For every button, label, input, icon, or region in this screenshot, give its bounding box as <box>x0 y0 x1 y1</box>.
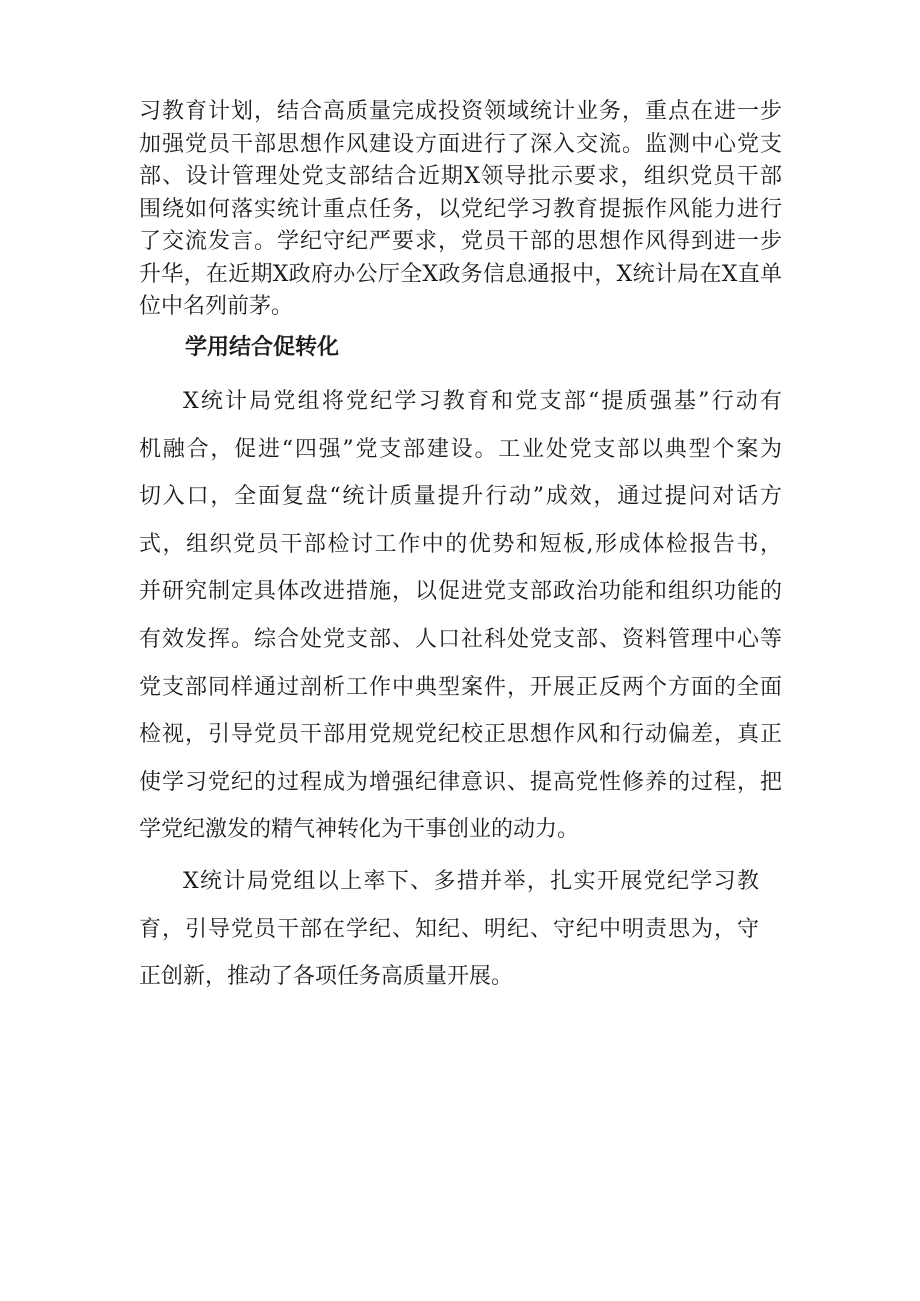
paragraph-line: 切入口，全面复盘“统计质量提升行动”成效，通过提问对话方 <box>139 484 782 510</box>
paragraph-line: 加强党员干部思想作风建设方面进行了深入交流。监测中心党支 <box>139 131 782 157</box>
paragraph-line: 习教育计划，结合高质量完成投资领域统计业务，重点在进一步 <box>139 99 782 124</box>
paragraph-line: 了交流发言。学纪守纪严要求，党员干部的思想作风得到进一步 <box>139 229 782 254</box>
paragraph-line: 并研究制定具体改进措施，以促进党支部政治功能和组织功能的 <box>139 579 782 605</box>
paragraph-line: 升华，在近期X政府办公厅全X政务信息通报中，X统计局在X直单 <box>139 261 782 287</box>
paragraph-line: 学党纪激发的精气神转化为干事创业的动力。 <box>139 817 580 843</box>
paragraph-line: 机融合，促进“四强”党支部建设。工业处党支部以典型个案为 <box>139 436 782 462</box>
paragraph-line: 式，组织党员干部检讨工作中的优势和短板,形成体检报告书， <box>139 531 782 557</box>
paragraph-line: 育，引导党员干部在学纪、知纪、明纪、守纪中明责思为，守 <box>139 916 759 942</box>
section-heading: 学用结合促转化 <box>185 335 340 360</box>
paragraph-line: 党支部同样通过剖析工作中典型案件，开展正反两个方面的全面 <box>139 674 782 700</box>
paragraph-line: 位中名列前茅。 <box>139 294 294 319</box>
paragraph-line: 检视，引导党员干部用党规党纪校正思想作风和行动偏差，真正 <box>139 722 782 748</box>
paragraph-3 <box>139 858 759 1001</box>
paragraph-line: 正创新，推动了各项任务高质量开展。 <box>139 964 514 990</box>
paragraph-line: X统计局党组将党纪学习教育和党支部“提质强基”行动有 <box>183 389 782 414</box>
paragraph-line: 有效发挥。综合处党支部、人口社科处党支部、资料管理中心等 <box>139 626 782 652</box>
paragraph-line: 使学习党纪的过程成为增强纪律意识、提高党性修养的过程，把 <box>139 769 782 795</box>
paragraph-line: 部、设计管理处党支部结合近期X领导批示要求，组织党员干部 <box>139 164 782 189</box>
paragraph-line: X统计局党组以上率下、多措并举，扎实开展党纪学习教 <box>183 869 759 894</box>
paragraph-line: 围绕如何落实统计重点任务，以党纪学习教育提振作风能力进行 <box>139 196 782 222</box>
paragraph-1 <box>139 96 782 324</box>
paragraph-2 <box>139 378 782 854</box>
